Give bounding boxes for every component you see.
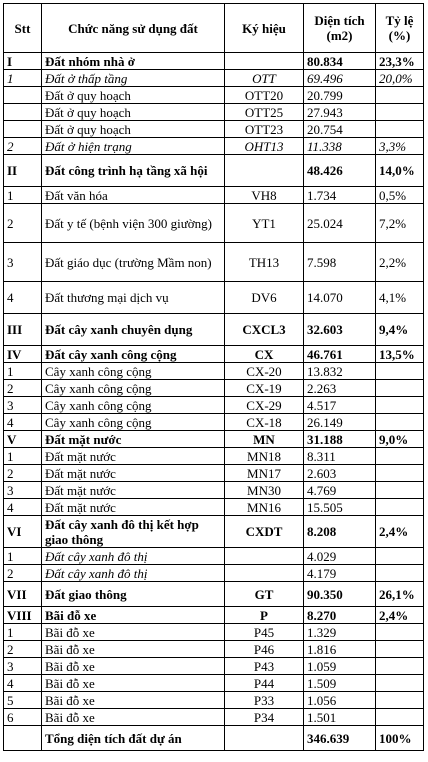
cell-symbol: P33 <box>225 692 304 709</box>
cell-stt: 3 <box>4 658 42 675</box>
cell-stt: I <box>4 53 42 70</box>
cell-stt <box>4 87 42 104</box>
cell-symbol: CX <box>225 346 304 363</box>
cell-stt: 1 <box>4 624 42 641</box>
cell-area: 2.263 <box>304 380 376 397</box>
cell-stt <box>4 121 42 138</box>
cell-name: Đất mặt nước <box>42 431 225 448</box>
cell-symbol: OHT13 <box>225 138 304 155</box>
cell-name: Đất cây xanh công cộng <box>42 346 225 363</box>
cell-pct <box>376 658 424 675</box>
cell-area: 13.832 <box>304 363 376 380</box>
cell-area: 26.149 <box>304 414 376 431</box>
cell-name: Đất cây xanh chuyên dụng <box>42 314 225 346</box>
cell-name: Bãi đỗ xe <box>42 709 225 726</box>
cell-area: 48.426 <box>304 155 376 187</box>
cell-name: Bãi đỗ xe <box>42 692 225 709</box>
cell-area: 4.517 <box>304 397 376 414</box>
table-row <box>4 675 424 692</box>
cell-stt: VIII <box>4 607 42 624</box>
cell-area: 15.505 <box>304 499 376 516</box>
cell-stt-empty <box>4 726 42 751</box>
cell-area: 1.056 <box>304 692 376 709</box>
cell-symbol: VH8 <box>225 187 304 204</box>
table-row <box>4 104 424 121</box>
table-row <box>4 414 424 431</box>
cell-symbol: CX-18 <box>225 414 304 431</box>
cell-stt: 1 <box>4 448 42 465</box>
cell-pct <box>376 641 424 658</box>
cell-name: Đất cây xanh đô thị kết hợp giao thông <box>42 516 225 548</box>
header-function: Chức năng sử dụng đất <box>42 4 225 53</box>
table-row <box>4 346 424 363</box>
cell-name: Bãi đỗ xe <box>42 641 225 658</box>
table-row <box>4 465 424 482</box>
cell-area: 1.329 <box>304 624 376 641</box>
cell-area: 1.501 <box>304 709 376 726</box>
cell-stt: 3 <box>4 397 42 414</box>
total-label: Tổng diện tích đất dự án <box>42 726 225 751</box>
cell-pct: 26,1% <box>376 582 424 607</box>
cell-pct: 3,3% <box>376 138 424 155</box>
cell-name: Đất nhóm nhà ở <box>42 53 225 70</box>
cell-pct: 2,4% <box>376 607 424 624</box>
cell-name: Cây xanh công cộng <box>42 414 225 431</box>
cell-area: 4.769 <box>304 482 376 499</box>
table-row <box>4 282 424 314</box>
table-row <box>4 482 424 499</box>
cell-symbol: OTT23 <box>225 121 304 138</box>
cell-symbol: P46 <box>225 641 304 658</box>
cell-pct: 13,5% <box>376 346 424 363</box>
cell-name: Đất ở quy hoạch <box>42 104 225 121</box>
cell-pct <box>376 363 424 380</box>
cell-name: Cây xanh công cộng <box>42 380 225 397</box>
cell-symbol: P43 <box>225 658 304 675</box>
cell-area: 8.311 <box>304 448 376 465</box>
cell-area: 32.603 <box>304 314 376 346</box>
table-row <box>4 187 424 204</box>
table-row <box>4 692 424 709</box>
table-row <box>4 243 424 282</box>
cell-symbol: OTT25 <box>225 104 304 121</box>
cell-area: 69.496 <box>304 70 376 87</box>
cell-name: Bãi đỗ xe <box>42 675 225 692</box>
cell-name: Đất y tế (bệnh viện 300 giường) <box>42 204 225 243</box>
cell-pct <box>376 121 424 138</box>
cell-pct: 2,2% <box>376 243 424 282</box>
cell-area: 25.024 <box>304 204 376 243</box>
cell-stt: 2 <box>4 138 42 155</box>
table-row <box>4 658 424 675</box>
cell-pct: 0,5% <box>376 187 424 204</box>
cell-pct <box>376 380 424 397</box>
cell-area: 7.598 <box>304 243 376 282</box>
cell-symbol: OTT <box>225 70 304 87</box>
cell-symbol: CXCL3 <box>225 314 304 346</box>
cell-pct: 7,2% <box>376 204 424 243</box>
cell-pct: 20,0% <box>376 70 424 87</box>
cell-symbol <box>225 53 304 70</box>
cell-area: 27.943 <box>304 104 376 121</box>
cell-stt: 6 <box>4 709 42 726</box>
total-pct: 100% <box>376 726 424 751</box>
cell-pct: 14,0% <box>376 155 424 187</box>
cell-name: Đất văn hóa <box>42 187 225 204</box>
cell-symbol: MN16 <box>225 499 304 516</box>
cell-area: 1.734 <box>304 187 376 204</box>
cell-area: 20.754 <box>304 121 376 138</box>
cell-area: 14.070 <box>304 282 376 314</box>
cell-pct <box>376 448 424 465</box>
cell-pct <box>376 87 424 104</box>
table-row <box>4 499 424 516</box>
cell-name: Bãi đỗ xe <box>42 607 225 624</box>
cell-area: 1.816 <box>304 641 376 658</box>
total-area: 346.639 <box>304 726 376 751</box>
cell-area: 31.188 <box>304 431 376 448</box>
cell-stt: 4 <box>4 675 42 692</box>
cell-pct <box>376 104 424 121</box>
cell-area: 46.761 <box>304 346 376 363</box>
cell-area: 1.509 <box>304 675 376 692</box>
cell-pct: 9,0% <box>376 431 424 448</box>
cell-stt: III <box>4 314 42 346</box>
cell-stt: 2 <box>4 204 42 243</box>
cell-pct <box>376 675 424 692</box>
cell-stt: 1 <box>4 70 42 87</box>
table-row <box>4 314 424 346</box>
cell-name: Đất giáo dục (trường Mầm non) <box>42 243 225 282</box>
header-symbol: Ký hiệu <box>225 4 304 53</box>
cell-pct <box>376 499 424 516</box>
cell-area: 8.208 <box>304 516 376 548</box>
table-row <box>4 204 424 243</box>
cell-area: 4.179 <box>304 565 376 582</box>
cell-pct <box>376 709 424 726</box>
cell-stt: 1 <box>4 187 42 204</box>
cell-pct <box>376 692 424 709</box>
cell-stt: VI <box>4 516 42 548</box>
cell-symbol: YT1 <box>225 204 304 243</box>
cell-area: 80.834 <box>304 53 376 70</box>
cell-symbol: MN <box>225 431 304 448</box>
cell-pct <box>376 465 424 482</box>
cell-stt: 4 <box>4 499 42 516</box>
cell-name: Đất mặt nước <box>42 465 225 482</box>
cell-area: 4.029 <box>304 548 376 565</box>
cell-symbol <box>225 548 304 565</box>
cell-symbol: GT <box>225 582 304 607</box>
cell-pct <box>376 414 424 431</box>
table-row <box>4 607 424 624</box>
cell-name: Đất cây xanh đô thị <box>42 548 225 565</box>
cell-name: Đất thương mại dịch vụ <box>42 282 225 314</box>
cell-symbol: CX-19 <box>225 380 304 397</box>
cell-area: 11.338 <box>304 138 376 155</box>
cell-stt: 2 <box>4 565 42 582</box>
cell-name: Đất giao thông <box>42 582 225 607</box>
table-row <box>4 155 424 187</box>
cell-stt: II <box>4 155 42 187</box>
table-row <box>4 624 424 641</box>
cell-stt: V <box>4 431 42 448</box>
table-row <box>4 87 424 104</box>
table-row <box>4 70 424 87</box>
cell-symbol: DV6 <box>225 282 304 314</box>
cell-stt: 1 <box>4 363 42 380</box>
cell-symbol: TH13 <box>225 243 304 282</box>
cell-symbol: CX-29 <box>225 397 304 414</box>
table-row <box>4 53 424 70</box>
cell-name: Bãi đỗ xe <box>42 624 225 641</box>
cell-symbol <box>225 155 304 187</box>
table-row <box>4 641 424 658</box>
cell-pct: 2,4% <box>376 516 424 548</box>
cell-name: Đất mặt nước <box>42 482 225 499</box>
cell-stt <box>4 104 42 121</box>
cell-stt: 4 <box>4 414 42 431</box>
table-row <box>4 138 424 155</box>
cell-name: Đất công trình hạ tầng xã hội <box>42 155 225 187</box>
table-row <box>4 582 424 607</box>
table-row <box>4 363 424 380</box>
cell-symbol: CX-20 <box>225 363 304 380</box>
cell-name: Cây xanh công cộng <box>42 397 225 414</box>
cell-symbol <box>225 565 304 582</box>
header-stt: Stt <box>4 4 42 53</box>
cell-symbol: MN18 <box>225 448 304 465</box>
table-row <box>4 397 424 414</box>
cell-name: Đất ở hiện trạng <box>42 138 225 155</box>
land-use-table <box>3 3 424 751</box>
cell-stt: 2 <box>4 380 42 397</box>
cell-pct: 9,4% <box>376 314 424 346</box>
header-area: Diện tích (m2) <box>304 4 376 53</box>
table-row <box>4 448 424 465</box>
cell-pct: 23,3% <box>376 53 424 70</box>
cell-name: Đất ở quy hoạch <box>42 121 225 138</box>
cell-pct <box>376 482 424 499</box>
header-ratio: Tỷ lệ (%) <box>376 4 424 53</box>
cell-name: Cây xanh công cộng <box>42 363 225 380</box>
table-row <box>4 380 424 397</box>
cell-symbol: CXDT <box>225 516 304 548</box>
cell-name: Đất mặt nước <box>42 499 225 516</box>
cell-name: Đất ở quy hoạch <box>42 87 225 104</box>
cell-area: 90.350 <box>304 582 376 607</box>
cell-symbol: MN17 <box>225 465 304 482</box>
cell-name: Bãi đỗ xe <box>42 658 225 675</box>
cell-stt: IV <box>4 346 42 363</box>
cell-symbol: MN30 <box>225 482 304 499</box>
cell-name: Đất cây xanh đô thị <box>42 565 225 582</box>
cell-stt: 1 <box>4 548 42 565</box>
cell-stt: 2 <box>4 641 42 658</box>
cell-symbol: P45 <box>225 624 304 641</box>
cell-symbol: P44 <box>225 675 304 692</box>
cell-stt: 5 <box>4 692 42 709</box>
cell-area: 20.799 <box>304 87 376 104</box>
table-row <box>4 709 424 726</box>
cell-area: 2.603 <box>304 465 376 482</box>
table-row <box>4 565 424 582</box>
cell-stt: 3 <box>4 243 42 282</box>
table-row <box>4 431 424 448</box>
cell-pct <box>376 624 424 641</box>
cell-pct <box>376 565 424 582</box>
table-header-row <box>4 4 424 53</box>
cell-symbol-empty <box>225 726 304 751</box>
cell-symbol: P <box>225 607 304 624</box>
cell-name: Đất mặt nước <box>42 448 225 465</box>
cell-area: 1.059 <box>304 658 376 675</box>
cell-symbol: OTT20 <box>225 87 304 104</box>
cell-stt: 2 <box>4 465 42 482</box>
table-row <box>4 121 424 138</box>
cell-name: Đất ở thấp tầng <box>42 70 225 87</box>
cell-stt: 3 <box>4 482 42 499</box>
cell-pct <box>376 397 424 414</box>
table-row <box>4 548 424 565</box>
cell-stt: VII <box>4 582 42 607</box>
cell-symbol: P34 <box>225 709 304 726</box>
total-row <box>4 726 424 751</box>
cell-stt: 4 <box>4 282 42 314</box>
table-row <box>4 516 424 548</box>
cell-pct <box>376 548 424 565</box>
cell-area: 8.270 <box>304 607 376 624</box>
cell-pct: 4,1% <box>376 282 424 314</box>
